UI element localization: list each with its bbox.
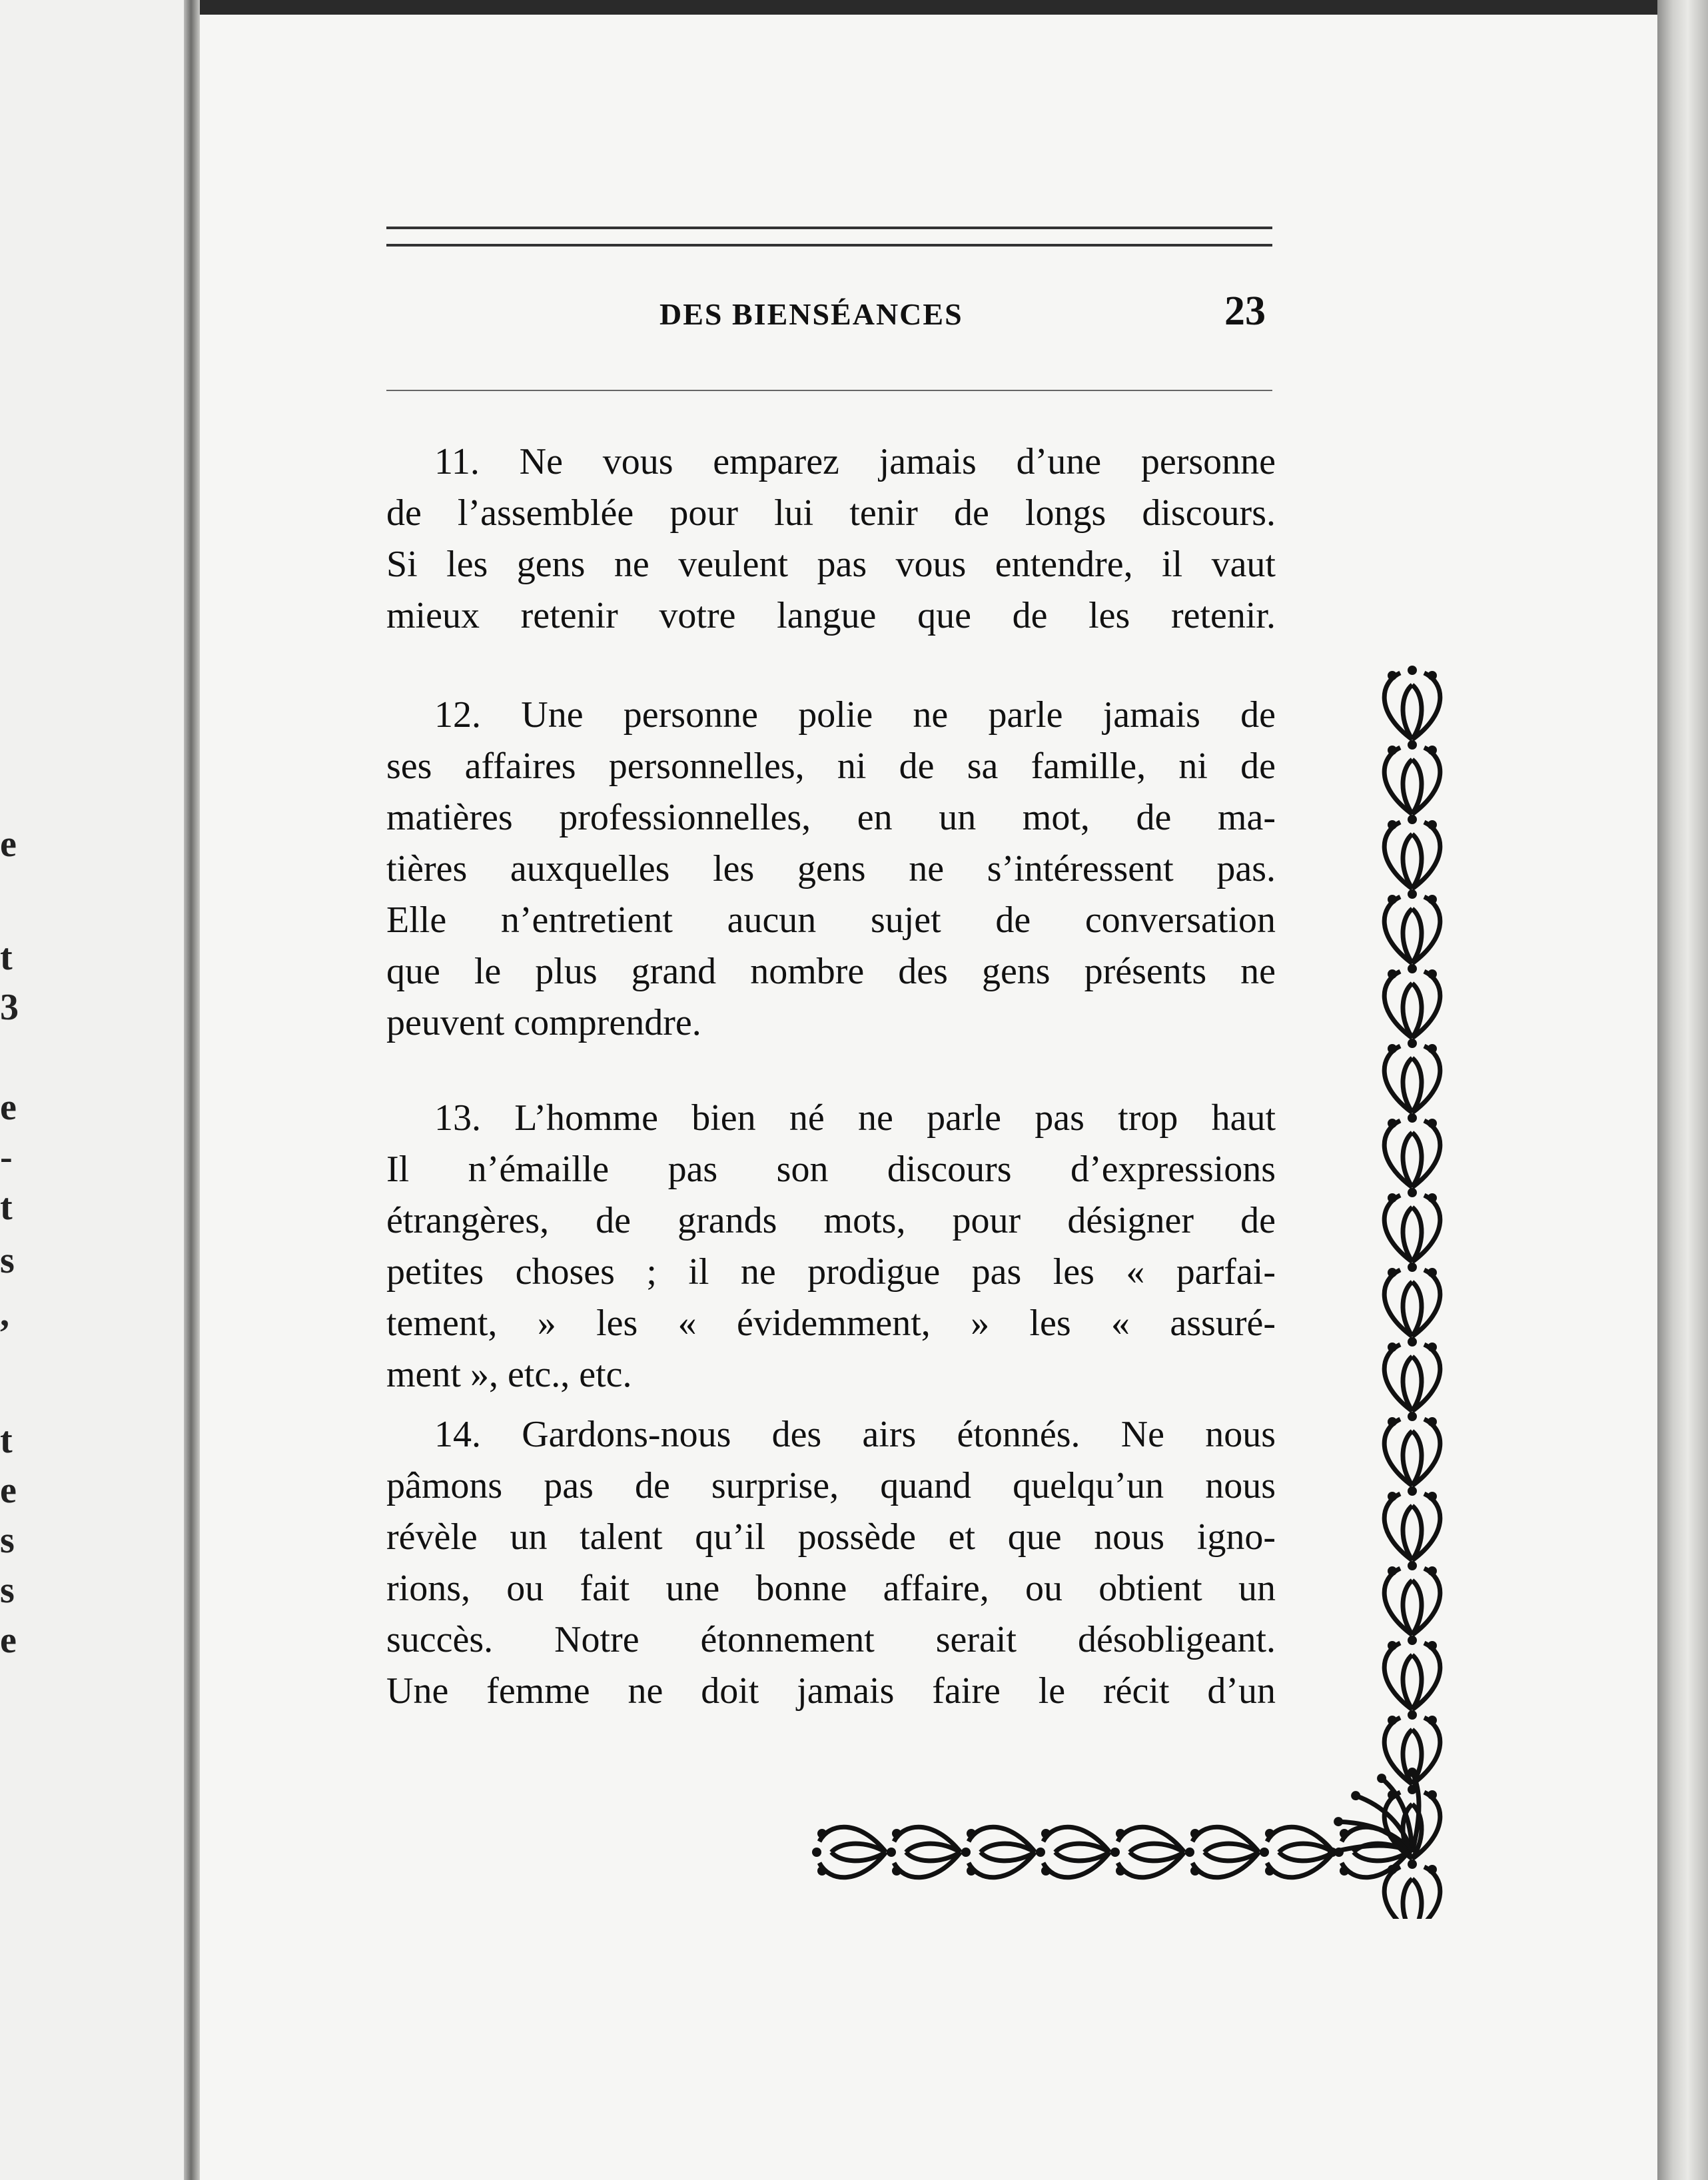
text-line: Si les gens ne veulent pas vous entendre, il vaut bbox=[386, 544, 1276, 585]
header-double-rule-bottom bbox=[386, 244, 1272, 247]
text-line: Elle n’entretient aucun sujet de conversation bbox=[386, 899, 1276, 941]
text-line: matières professionnelles, en un mot, de ma- bbox=[386, 797, 1276, 838]
laurel-leaf-unit bbox=[1384, 964, 1440, 1038]
laurel-leaf-unit bbox=[1384, 1561, 1440, 1635]
laurel-leaf-unit bbox=[1384, 1188, 1440, 1262]
laurel-leaf-unit bbox=[1384, 1263, 1440, 1337]
book-gutter bbox=[184, 0, 200, 2180]
scan-border bbox=[200, 0, 1708, 15]
text-line: 14. Gardons-nous des airs étonnés. Ne nous bbox=[434, 1414, 1276, 1455]
laurel-leaf-unit bbox=[1384, 1412, 1440, 1486]
facing-page-letter: e bbox=[0, 1087, 17, 1128]
laurel-leaf-unit bbox=[1384, 1636, 1440, 1710]
facing-page-letter: - bbox=[0, 1137, 13, 1178]
laurel-leaf-unit bbox=[1384, 1337, 1440, 1411]
facing-page-letter: e bbox=[0, 1620, 17, 1661]
laurel-leaf-unit bbox=[887, 1827, 961, 1878]
facing-page-letter: e bbox=[0, 1470, 17, 1511]
laurel-leaf-unit bbox=[1036, 1827, 1110, 1878]
text-line: 11. Ne vous emparez jamais d’une personne bbox=[434, 441, 1276, 482]
facing-page-letter: e bbox=[0, 823, 17, 865]
text-line: de l’assemblée pour lui tenir de longs discours. bbox=[386, 492, 1276, 534]
text-line: ment », etc., etc. bbox=[386, 1354, 632, 1395]
text-line: tières auxquelles les gens ne s’intéressent pas. bbox=[386, 848, 1276, 889]
facing-page-letter: 3 bbox=[0, 987, 19, 1028]
facing-page-letter: t bbox=[0, 1187, 13, 1228]
text-line: ses affaires personnelles, ni de sa famille, ni de bbox=[386, 746, 1276, 787]
header-double-rule-top bbox=[386, 227, 1272, 229]
page-number: 23 bbox=[1224, 288, 1266, 334]
running-head: DES BIENSÉANCES bbox=[659, 297, 963, 331]
paragraph-11 bbox=[386, 436, 1276, 642]
text-line: mieux retenir votre langue que de les retenir. bbox=[386, 595, 1276, 636]
laurel-leaf-unit bbox=[812, 1827, 886, 1878]
laurel-leaf-unit bbox=[1384, 1486, 1440, 1560]
laurel-leaf-unit bbox=[961, 1827, 1035, 1878]
facing-page-edge bbox=[0, 0, 193, 2180]
facing-page-letter: s bbox=[0, 1240, 15, 1281]
text-line: Il n’émaille pas son discours d’expressions bbox=[386, 1149, 1276, 1190]
facing-page-letter: s bbox=[0, 1570, 15, 1611]
laurel-leaf-unit bbox=[1384, 889, 1440, 963]
text-line: 13. L’homme bien né ne parle pas trop haut bbox=[434, 1097, 1276, 1139]
facing-page-letter: t bbox=[0, 1420, 13, 1461]
laurel-corner-ornament bbox=[799, 653, 1486, 1919]
facing-page-letter: t bbox=[0, 937, 13, 978]
text-line: révèle un talent qu’il possède et que nous igno- bbox=[386, 1516, 1276, 1558]
text-line: tement, » les « évidemment, » les « assuré- bbox=[386, 1303, 1276, 1344]
text-line: peuvent comprendre. bbox=[386, 1002, 701, 1043]
text-line: succès. Notre étonnement serait désobligeant. bbox=[386, 1619, 1276, 1660]
text-line: 12. Une personne polie ne parle jamais de bbox=[434, 694, 1276, 736]
page-edge-shadow bbox=[1657, 0, 1708, 2180]
laurel-leaf-unit bbox=[1384, 1113, 1440, 1187]
facing-page-letter: , bbox=[0, 1293, 9, 1335]
laurel-leaf-unit bbox=[1185, 1827, 1259, 1878]
laurel-leaf-unit bbox=[1384, 740, 1440, 814]
facing-page-letter: s bbox=[0, 1520, 15, 1561]
laurel-leaf-unit bbox=[1384, 1039, 1440, 1113]
text-line: que le plus grand nombre des gens présents ne bbox=[386, 951, 1276, 992]
text-line: petites choses ; il ne prodigue pas les « parfai- bbox=[386, 1251, 1276, 1293]
text-line: rions, ou fait une bonne affaire, ou obtient un bbox=[386, 1568, 1276, 1609]
laurel-leaf-unit bbox=[1110, 1827, 1184, 1878]
text-line: étrangères, de grands mots, pour désigner de bbox=[386, 1200, 1276, 1241]
laurel-leaf-unit bbox=[1384, 666, 1440, 740]
laurel-leaf-unit bbox=[1384, 815, 1440, 889]
text-line: pâmons pas de surprise, quand quelqu’un nous bbox=[386, 1465, 1276, 1506]
text-line: Une femme ne doit jamais faire le récit d’un bbox=[386, 1670, 1276, 1712]
header-thin-rule bbox=[386, 390, 1272, 391]
laurel-leaf-unit bbox=[1260, 1827, 1334, 1878]
